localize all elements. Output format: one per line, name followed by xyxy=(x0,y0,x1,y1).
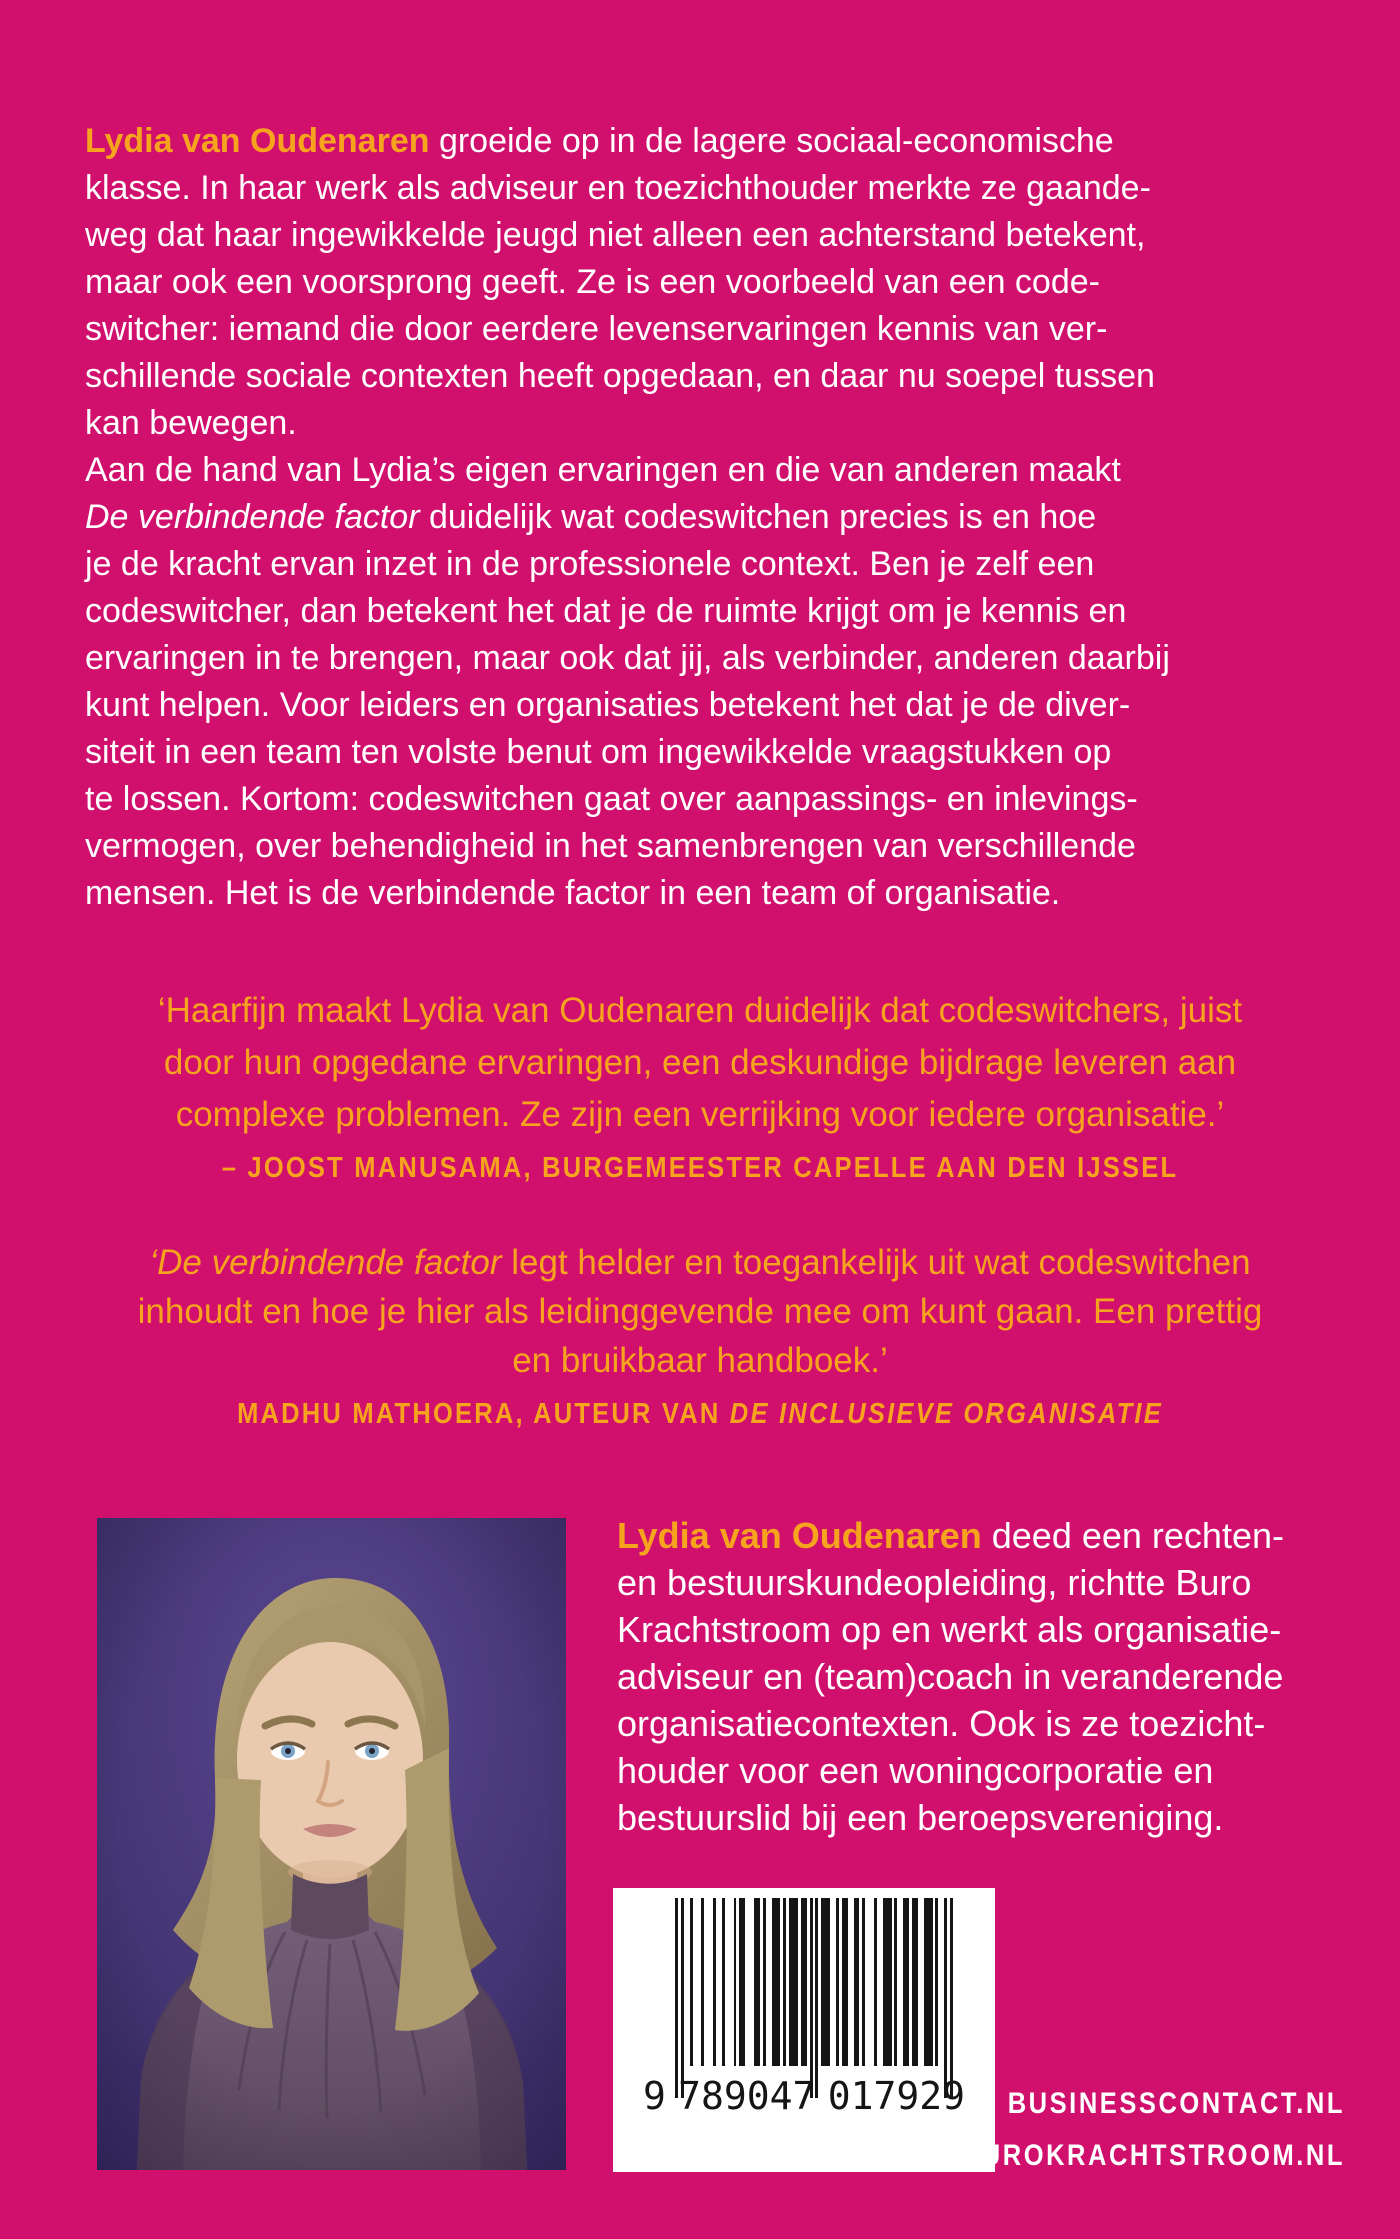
text-line xyxy=(80,1037,1320,1089)
segment-text: kunt helpen. Voor leiders en organisaties betekent het dat je de diver- xyxy=(85,686,1131,724)
barcode-bar xyxy=(815,1898,818,2098)
barcode-bar xyxy=(944,1898,947,2098)
barcode-number xyxy=(643,2074,965,2118)
text-line xyxy=(80,1287,1320,1336)
text-line xyxy=(85,165,1325,212)
text-line xyxy=(154,1152,1245,1185)
segment-text: en bestuurskundeopleiding, richtte Buro xyxy=(617,1562,1252,1603)
text-line xyxy=(85,494,1325,541)
segment-text: Krachtstroom op en werkt als organisatie- xyxy=(617,1609,1282,1650)
text-line xyxy=(617,1794,1347,1841)
barcode-bar xyxy=(795,1898,798,2066)
segment-text: – JOOST MANUSAMA, BURGEMEESTER CAPELLE AAN DEN IJSSEL xyxy=(221,1152,1179,1184)
barcode-bar xyxy=(777,1898,780,2066)
text-line xyxy=(85,682,1325,729)
segment-text: door hun opgedane ervaringen, een deskundige bijdrage leveren aan xyxy=(163,1043,1237,1082)
text-line xyxy=(617,1606,1347,1653)
segment-italic: DE INCLUSIEVE ORGANISATIE xyxy=(729,1398,1163,1430)
text-line xyxy=(617,1559,1347,1606)
text-line xyxy=(85,212,1325,259)
barcode-bar xyxy=(930,1898,933,2066)
text-line xyxy=(85,588,1325,635)
barcode-bar xyxy=(742,1898,745,2066)
segment-text: kan bewegen. xyxy=(85,404,297,442)
segment-text: organisatiecontexten. Ook is ze toezicht- xyxy=(617,1703,1266,1744)
barcode-bar xyxy=(690,1898,693,2066)
text-line xyxy=(85,823,1325,870)
text-line xyxy=(85,447,1325,494)
quote-2 xyxy=(80,1238,1320,1385)
barcode-bar xyxy=(701,1898,704,2066)
segment-text: vermogen, over behendigheid in het samenbrengen van verschillende xyxy=(85,827,1136,865)
text-line xyxy=(617,1512,1347,1559)
segment-name: Lydia van Oudenaren xyxy=(617,1515,982,1556)
barcode-bar xyxy=(713,1898,716,2066)
segment-text: inhoudt en hoe je hier als leidinggevende mee om kunt gaan. Een prettig xyxy=(137,1292,1263,1331)
barcode-bar xyxy=(950,1898,953,2098)
text-line xyxy=(85,400,1325,447)
text-line xyxy=(85,635,1325,682)
barcode-bar xyxy=(675,1898,678,2098)
text-line xyxy=(617,1747,1347,1794)
quote-2-attribution xyxy=(154,1398,1245,1431)
segment-text: klasse. In haar werk als adviseur en toezichthouder merkte ze gaande- xyxy=(85,169,1151,207)
text-line xyxy=(80,1089,1320,1141)
barcode-bar xyxy=(856,1898,859,2066)
text-line xyxy=(85,118,1325,165)
segment-text: legt helder en toegankelijk uit wat codeswitchen xyxy=(501,1243,1251,1282)
barcode-bar xyxy=(763,1898,766,2066)
text-line xyxy=(85,870,1325,917)
barcode-bar xyxy=(757,1898,760,2066)
segment-text: ‘Haarfijn maakt Lydia van Oudenaren duidelijk dat codeswitchers, juist xyxy=(157,991,1243,1030)
barcode-bar xyxy=(804,1898,807,2066)
barcode-bar xyxy=(894,1898,897,2066)
segment-text: houder voor een woningcorporatie en xyxy=(617,1750,1214,1791)
text-line xyxy=(85,259,1325,306)
quote-1 xyxy=(80,985,1320,1141)
text-line xyxy=(80,1336,1320,1385)
footer-urls xyxy=(961,2078,1345,2182)
synopsis-text xyxy=(85,118,1325,917)
text-line xyxy=(85,776,1325,823)
text-line xyxy=(85,306,1325,353)
text-line xyxy=(85,353,1325,400)
barcode-bar xyxy=(845,1898,848,2066)
barcode-bar xyxy=(734,1898,737,2066)
segment-text: deed een rechten- xyxy=(981,1515,1284,1556)
segment-text: mensen. Het is de verbindende factor in een team of organisatie. xyxy=(85,874,1061,912)
barcode-bar xyxy=(889,1898,892,2066)
author-url: BUROKRACHTSTROOM.NL xyxy=(960,2139,1345,2172)
barcode-bar xyxy=(906,1898,909,2066)
segment-text: schillende sociale contexten heeft opgedaan, en daar nu soepel tussen xyxy=(85,357,1155,395)
segment-text: Aan de hand van Lydia’s eigen ervaringen en die van anderen maakt xyxy=(85,451,1121,489)
text-line xyxy=(85,729,1325,776)
segment-italic: ‘De verbindende factor xyxy=(149,1243,502,1282)
barcode-group-2: 017929 xyxy=(827,2074,965,2118)
segment-text: bestuurslid bij een beroepsvereniging. xyxy=(617,1797,1224,1838)
segment-text: switcher: iemand die door eerdere levenservaringen kennis van ver- xyxy=(85,310,1108,348)
barcode-bar xyxy=(783,1898,786,2066)
segment-text: te lossen. Kortom: codeswitchen gaat over aanpassings- en inlevings- xyxy=(85,780,1138,818)
segment-text: codeswitcher, dan betekent het dat je de ruimte krijgt om je kennis en xyxy=(85,592,1127,630)
barcode-group-1: 789047 xyxy=(678,2074,816,2118)
text-line xyxy=(85,541,1325,588)
segment-text: siteit in een team ten volste benut om ingewikkelde vraagstukken op xyxy=(85,733,1112,771)
segment-text: adviseur en (team)coach in veranderende xyxy=(617,1656,1284,1697)
segment-text: weg dat haar ingewikkelde jeugd niet alleen een achterstand betekent, xyxy=(85,216,1146,254)
barcode-bar xyxy=(681,1898,684,2098)
author-photo xyxy=(97,1518,566,2170)
segment-text: ervaringen in te brengen, maar ook dat jij, als verbinder, anderen daarbij xyxy=(85,639,1170,677)
segment-text: maar ook een voorsprong geeft. Ze is een voorbeeld van een code- xyxy=(85,263,1100,301)
segment-text: complexe problemen. Ze zijn een verrijking voor iedere organisatie.’ xyxy=(175,1095,1225,1134)
segment-text: duidelijk wat codeswitchen precies is en hoe xyxy=(419,498,1097,536)
author-portrait-illustration xyxy=(97,1518,566,2170)
barcode-bar xyxy=(722,1898,725,2066)
isbn-barcode xyxy=(613,1888,995,2172)
ean-barcode-bars xyxy=(675,1898,953,2098)
barcode-bar xyxy=(862,1898,865,2066)
barcode-bar xyxy=(935,1898,938,2066)
text-line xyxy=(80,985,1320,1037)
text-line xyxy=(154,1398,1245,1431)
barcode-bar xyxy=(810,1898,813,2098)
segment-text: en bruikbaar handboek.’ xyxy=(512,1341,888,1380)
segment-text: groeide op in de lagere sociaal-economische xyxy=(429,122,1114,160)
segment-text: MADHU MATHOERA, AUTEUR VAN xyxy=(237,1398,730,1430)
segment-text: je de kracht ervan inzet in de professionele context. Ben je zelf een xyxy=(85,545,1095,583)
barcode-bar xyxy=(827,1898,830,2066)
barcode-bar xyxy=(874,1898,877,2066)
quote-1-attribution xyxy=(154,1152,1245,1185)
publisher-url: BUSINESSCONTACT.NL xyxy=(1007,2087,1345,2120)
text-line xyxy=(80,1238,1320,1287)
text-line xyxy=(617,1700,1347,1747)
barcode-bar xyxy=(915,1898,918,2066)
text-line xyxy=(617,1653,1347,1700)
barcode-bar xyxy=(836,1898,839,2066)
segment-name: Lydia van Oudenaren xyxy=(85,122,430,160)
barcode-prefix-digit: 9 xyxy=(643,2074,666,2118)
segment-italic: De verbindende factor xyxy=(85,498,420,536)
author-bio xyxy=(617,1512,1347,1841)
